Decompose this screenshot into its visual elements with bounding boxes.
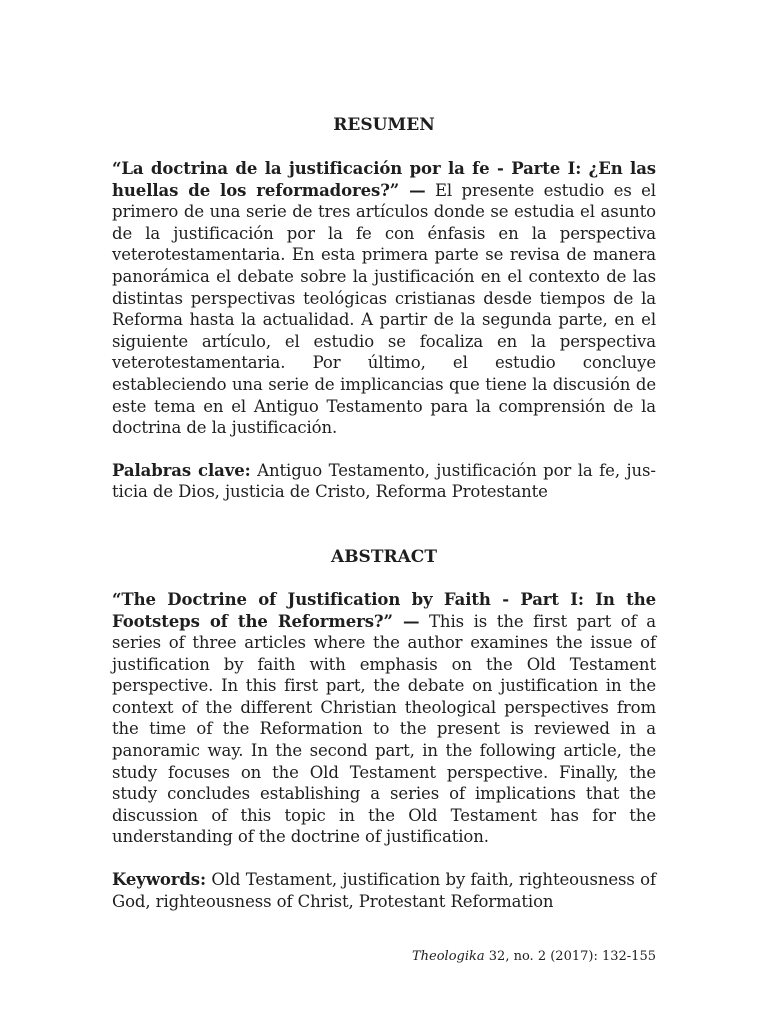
citation-details: 32, no. 2 (2017): 132-155 [488,949,656,964]
keywords-list: Old Testament, justification by faith, righteousness of God, righteousness of Christ, Protestant Reformation [112,870,656,911]
abstract-section [112,546,656,912]
resumen-article-title: “La doctrina de la justificación por la fe - Parte I: ¿En las huellas de los reformadores?” — [112,159,656,200]
keywords [112,869,656,912]
page-content [112,112,656,912]
keywords-label: Keywords: [112,870,206,890]
journal-citation [412,949,656,965]
resumen-text: El presente estudio es el primero de una serie de tres artículos donde se estudia el asunto de la justificación por la fe con énfasis en la perspectiva veterotestamentaria. En esta primera parte se revisa de manera panorámica el debate sobre la justificación en el contexto de las distintas perspectivas teológicas cristianas desde tiempos de la Reforma hasta la actualidad. A partir de la segunda parte, en el siguiente artículo, el estudio se focaliza en la perspectiva veterotestamentaria. Por último, el estudio concluye estableciendo una serie de implicancias que tiene la discusión de este tema en el Antiguo Testamento para la comprensión de la doctrina de la justificación. [112,180,656,438]
journal-name: Theologika [411,949,485,964]
resumen-heading: RESUMEN [333,115,435,135]
abstract-article-title: “The Doctrine of Justification by Faith - Part I: In the Footsteps of the Reformers?” — [112,589,656,631]
abstract-text: This is the first part of a series of three articles where the author examines the issue of justification by faith with emphasis on the Old Testament perspective. In this first part, the debate on justification in the context of the different Christian theological perspectives from the time of the Reformation to the present is reviewed in a panoramic way. In the second part, in the following article, the study focuses on the Old Testament perspective. Finally, the study concludes establishing a series of implications that the discussion of this topic in the Old Testament has for the understanding of the doctrine of justification. [112,611,656,847]
abstract-paragraph [112,589,656,848]
palabras-clave [112,460,656,503]
resumen-paragraph [112,158,656,439]
palabras-clave-label: Palabras clave: [112,460,251,480]
resumen-section [112,114,656,503]
abstract-heading: ABSTRACT [331,546,437,567]
palabras-clave-list: Antiguo Testamento, justificación por la fe, justicia de Dios, justicia de Cristo, Reforma Protestante [112,460,656,502]
